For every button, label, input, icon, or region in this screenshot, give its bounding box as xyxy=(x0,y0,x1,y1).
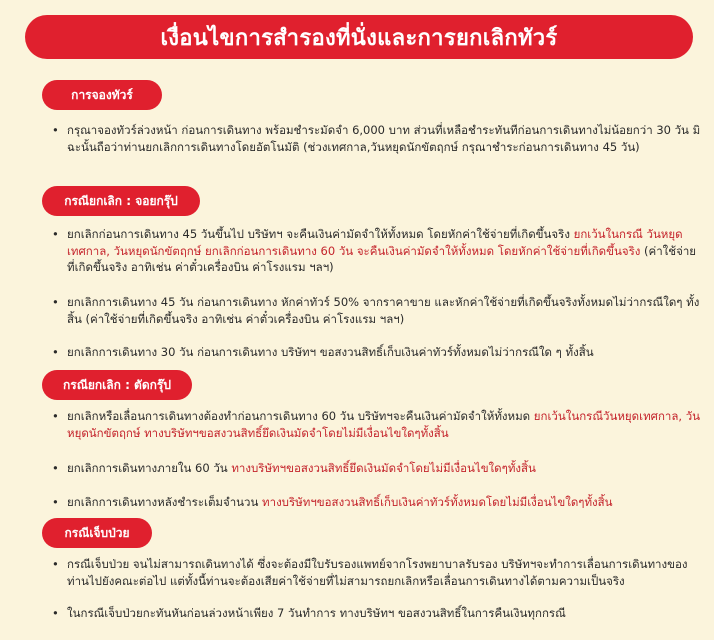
list-item xyxy=(52,460,702,477)
item-text: ในกรณีเจ็บป่วยกะทันหันก่อนล่วงหน้าเพียง 7 วันทำการ ทางบริษัทฯ ขอสงวนสิทธิ์ในการคืนเงินทุกกรณี xyxy=(67,606,566,620)
bullet-icon: • xyxy=(52,606,59,620)
item-text: ยกเลิกก่อนการเดินทาง 45 วันขึ้นไป บริษัทฯ จะคืนเงินค่ามัดจำให้ทั้งหมด โดยหักค่าใช้จ่ายที่เกิดขึ้นจริง xyxy=(67,227,570,241)
item-text: กรุณาจองทัวร์ล่วงหน้า ก่อนการเดินทาง พร้อมชำระมัดจำ 6,000 บาท ส่วนที่เหลือชำระทันทีก่อนการเดินทางไม่น้อยกว่า 30 วัน มิฉะนั้นถือว่าท่านยกเลิกการเดินทางโดยอัตโนมัติ (ช่วงเทศกาล,วันหยุดนักขัตฤกษ์ กรุณาชำระก่อนการเดินทาง 45 วัน) xyxy=(67,123,701,154)
list-item xyxy=(52,605,702,622)
item-text: ยกเลิกการเดินทางภายใน 60 วัน xyxy=(67,461,228,475)
bullet-icon: • xyxy=(52,123,59,137)
list-item xyxy=(52,294,702,327)
bullet-icon: • xyxy=(52,557,59,571)
item-note-text: (ค่าใช้จ่ายที่เกิดขึ้นจริง อาทิเช่น ค่าตั๋วเครื่องบิน ค่าโรงแรม ฯลฯ) xyxy=(67,243,697,274)
item-text: ยกเลิกการเดินทางหลังชำระเต็มจำนวน xyxy=(67,495,259,509)
section-label-booking: การจองทัวร์ xyxy=(42,80,162,110)
item-text: กรณีเจ็บป่วย จนไม่สามารถเดินทางได้ ซึ่งจะต้องมีใบรับรองแพทย์จากโรงพยาบาลรับรอง บริษัทฯจะทำการเลื่อนการเดินทางของท่านไปยังคณะต่อไป แต่ทั้งนี้ท่านจะต้องเสียค่าใช้จ่ายที่ไม่สามารถยกเลิกหรือเลื่อนการเดินทางได้ตามความเป็นจริง xyxy=(67,557,688,588)
item-text: ยกเลิกการเดินทาง 45 วัน ก่อนการเดินทาง หักค่าทัวร์ 50% จากราคาขาย และหักค่าใช้จ่ายที่เกิดขึ้นจริงทั้งหมดไม่ว่ากรณีใดๆ ทั้งสิ้น (ค่าใช้จ่ายที่เกิดขึ้นจริง อาทิเช่น ค่าตั๋วเครื่องบิน ค่าโรงแรม ฯลฯ) xyxy=(67,295,700,326)
item-exception-text: ยกเว้นในกรณีวันหยุดเทศกาล, วันหยุดนักขัตฤกษ์ ทางบริษัทฯขอสงวนสิทธิ์ยึดเงินมัดจำโดยไม่มีเงื่อนไขใดๆทั้งสิ้น xyxy=(67,409,701,440)
section-label-join-group: กรณียกเลิก : จอยกรุ๊ป xyxy=(42,186,200,216)
item-exception-text: ยกเว้นในกรณี วันหยุดเทศกาล, วันหยุดนักขัตฤกษ์ ยกเลิกก่อนการเดินทาง 60 วัน จะคืนเงินค่ามัดจำให้ทั้งหมด โดยหักค่าใช้จ่ายที่เกิดขึ้นจริง xyxy=(67,227,683,258)
list-item xyxy=(52,226,702,276)
item-exception-text: ทางบริษัทฯขอสงวนสิทธิ์เก็บเงินค่าทัวร์ทั้งหมดโดยไม่มีเงื่อนไขใดๆทั้งสิ้น xyxy=(262,495,613,509)
bullet-icon: • xyxy=(52,295,59,309)
bullet-icon: • xyxy=(52,227,59,241)
bullet-icon: • xyxy=(52,345,59,359)
bullet-icon: • xyxy=(52,495,59,509)
bullet-icon: • xyxy=(52,461,59,475)
item-exception-text: ทางบริษัทฯขอสงวนสิทธิ์ยึดเงินมัดจำโดยไม่มีเงื่อนไขใดๆทั้งสิ้น xyxy=(231,461,536,475)
bullet-icon: • xyxy=(52,409,59,423)
list-item xyxy=(52,494,702,511)
page-title: เงื่อนไขการสำรองที่นั่งและการยกเลิกทัวร์ xyxy=(25,15,693,59)
list-item xyxy=(52,122,702,155)
list-item xyxy=(52,344,702,361)
item-text: ยกเลิกการเดินทาง 30 วัน ก่อนการเดินทาง บริษัทฯ ขอสงวนสิทธิ์เก็บเงินค่าทัวร์ทั้งหมดไม่ว่ากรณีใด ๆ ทั้งสิ้น xyxy=(67,345,594,359)
section-label-illness: กรณีเจ็บป่วย xyxy=(42,518,152,548)
item-text: ยกเลิกหรือเลื่อนการเดินทางต้องทำก่อนการเดินทาง 60 วัน บริษัทฯจะคืนเงินค่ามัดจำให้ทั้งหมด xyxy=(67,409,531,423)
list-item xyxy=(52,556,702,589)
section-label-private-group: กรณียกเลิก : ตัดกรุ๊ป xyxy=(42,370,192,400)
list-item xyxy=(52,408,702,441)
